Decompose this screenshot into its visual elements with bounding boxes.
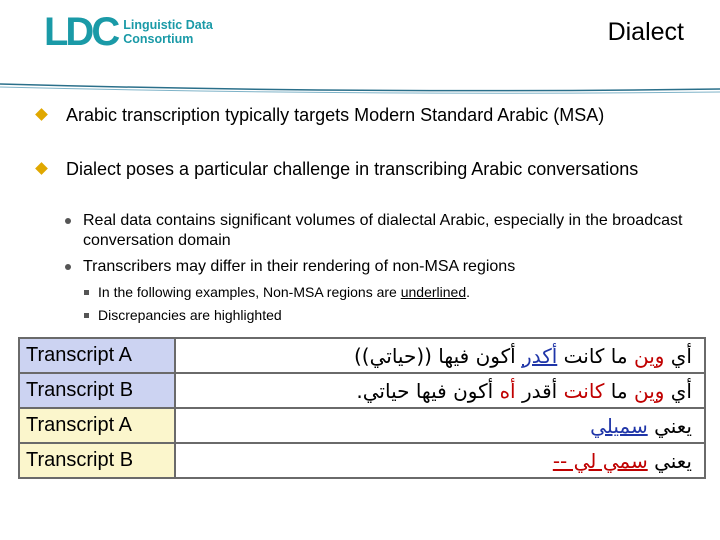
square-bullet-icon <box>84 290 89 295</box>
ar-seg: أقدر <box>515 378 564 403</box>
logo-mark: LDC <box>44 10 118 54</box>
square-bullet-icon <box>84 313 89 318</box>
bullet-1-text: Arabic transcription typically targets Modern Standard Arabic (MSA) <box>66 105 605 125</box>
ar-seg: أي <box>664 378 692 403</box>
sub-sub-bullet-1-text: In the following examples, Non-MSA regions are <box>98 284 401 300</box>
table-row <box>19 443 705 478</box>
ldc-logo <box>44 10 213 54</box>
bullet-2 <box>66 158 686 180</box>
ar-seg-underlined-highlighted: وين <box>633 343 665 368</box>
ar-seg: أكون فيها ((حياتي)) <box>354 343 523 368</box>
arabic-transcript <box>175 408 705 443</box>
ar-seg-highlighted: كانت <box>563 378 605 403</box>
sub-sub-bullet-2-text: Discrepancies are highlighted <box>98 307 282 323</box>
transcript-table <box>18 337 706 479</box>
sub-sub-bullet-1 <box>98 283 698 301</box>
ar-seg: يعني <box>647 413 692 438</box>
logo-line-2: Consortium <box>123 32 194 46</box>
bullet-1 <box>66 104 686 126</box>
arabic-transcript <box>175 373 705 408</box>
ar-seg-underlined: أكدر <box>522 343 558 368</box>
table-row <box>19 338 705 373</box>
diamond-bullet-icon <box>35 162 48 175</box>
diamond-bullet-icon <box>35 108 48 121</box>
ar-seg-underlined: سميلي <box>590 413 648 438</box>
dot-bullet-icon <box>65 264 71 270</box>
ar-seg-underlined-highlighted: سمي لي -- <box>552 448 648 473</box>
row-label: Transcript A <box>19 338 175 373</box>
ar-seg: أي <box>664 343 692 368</box>
ar-seg: يعني <box>647 448 692 473</box>
dot-bullet-icon <box>65 218 71 224</box>
logo-line-1: Linguistic Data <box>123 18 213 32</box>
logo-text <box>123 18 213 46</box>
underlined-word: underlined <box>400 284 467 300</box>
ar-seg-highlighted: أه <box>499 378 516 403</box>
ar-seg: ما كانت <box>557 343 634 368</box>
row-label: Transcript B <box>19 373 175 408</box>
sub-bullet-2-text: Transcribers may differ in their rendering of non-MSA regions <box>83 258 516 275</box>
header-rule <box>0 80 720 96</box>
table-row <box>19 373 705 408</box>
arabic-transcript <box>175 338 705 373</box>
sub-bullet-1-text: Real data contains significant volumes of dialectal Arabic, especially in the broadcast conversation domain <box>83 212 683 249</box>
slide-title: Dialect <box>607 18 684 46</box>
row-label: Transcript B <box>19 443 175 478</box>
sub-sub-bullet-1-end: . <box>466 284 470 300</box>
ar-seg: أكون فيها حياتي. <box>356 378 500 403</box>
bullet-2-text: Dialect poses a particular challenge in transcribing Arabic conversations <box>66 159 639 179</box>
sub-sub-bullet-2 <box>98 306 698 324</box>
arabic-transcript <box>175 443 705 478</box>
row-label: Transcript A <box>19 408 175 443</box>
ar-seg: ما <box>604 378 634 403</box>
table-row <box>19 408 705 443</box>
ar-seg-underlined-highlighted: وين <box>633 378 665 403</box>
sub-bullet-2 <box>83 257 703 277</box>
sub-bullet-1 <box>83 211 703 251</box>
